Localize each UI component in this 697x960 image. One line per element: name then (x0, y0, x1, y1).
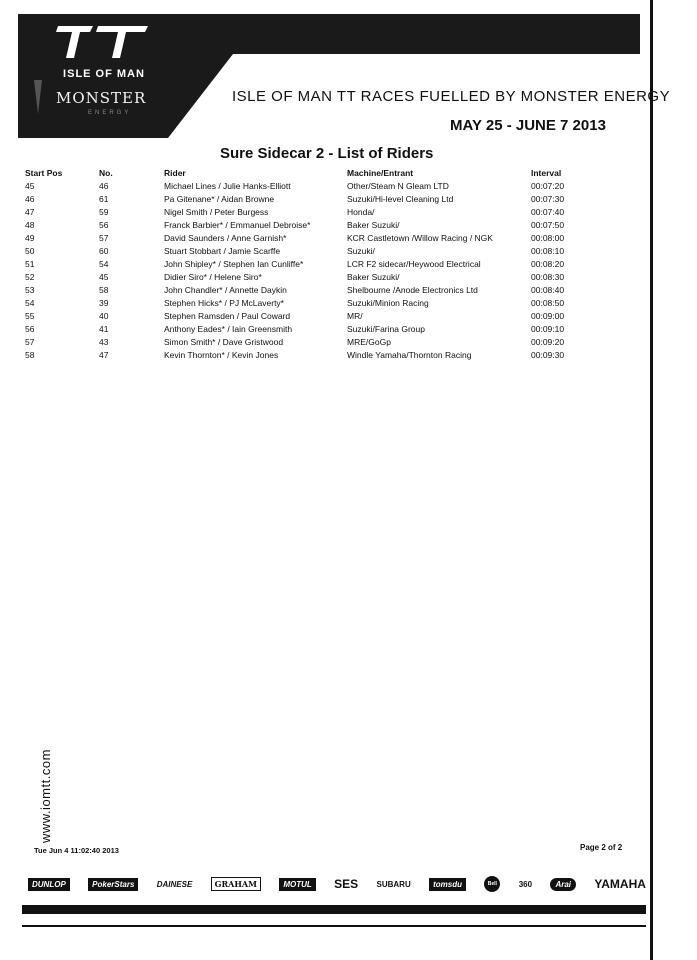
cell-start-pos: 55 (25, 310, 35, 321)
cell-no: 54 (99, 258, 109, 269)
cell-interval: 00:08:40 (531, 284, 565, 295)
cell-start-pos: 57 (25, 336, 35, 347)
col-rider: Rider (164, 168, 186, 178)
col-interval: Interval (531, 168, 562, 178)
cell-rider: Michael Lines / Julie Hanks-Elliott (164, 180, 291, 191)
table-row (22, 309, 611, 322)
cell-no: 60 (99, 245, 109, 256)
cell-interval: 00:08:00 (531, 232, 565, 243)
table-row (22, 244, 611, 257)
cell-no: 61 (99, 193, 109, 204)
cell-machine: Honda/ (347, 206, 375, 217)
list-title: Sure Sidecar 2 - List of Riders (220, 145, 434, 162)
event-title: ISLE OF MAN TT RACES FUELLED BY MONSTER ENERGY (232, 88, 671, 105)
cell-interval: 00:07:40 (531, 206, 565, 217)
logo-energy: ENERGY (88, 110, 132, 116)
cell-no: 56 (99, 219, 109, 230)
cell-rider: John Shipley* / Stephen Ian Cunliffe* (164, 258, 304, 269)
table-row (22, 335, 611, 348)
cell-rider: David Saunders / Anne Garnish* (164, 232, 287, 243)
sponsor-graham: GRAHAM (211, 877, 261, 891)
logo-monster: MONSTER (56, 89, 147, 107)
cell-machine: KCR Castletown /Willow Racing / NGK (347, 232, 493, 243)
cell-start-pos: 50 (25, 245, 35, 256)
table-row (22, 257, 611, 270)
cell-rider: Didier Siro* / Helene Siro* (164, 271, 262, 282)
cell-no: 43 (99, 336, 109, 347)
table-row (22, 348, 611, 361)
page-edge-line (650, 0, 653, 960)
cell-start-pos: 56 (25, 323, 35, 334)
cell-rider: John Chandler* / Annette Daykin (164, 284, 287, 295)
cell-start-pos: 48 (25, 219, 35, 230)
col-start-pos: Start Pos (25, 168, 63, 178)
cell-rider: Anthony Eades* / Iain Greensmith (164, 323, 293, 334)
cell-machine: LCR F2 sidecar/Heywood Electrical (347, 258, 481, 269)
cell-no: 57 (99, 232, 109, 243)
website-url: www.iomtt.com (38, 749, 53, 843)
cell-rider: Kevin Thornton* / Kevin Jones (164, 349, 279, 360)
tt-logo (18, 14, 233, 138)
sponsor-motul: MOTUL (279, 878, 315, 891)
sponsor-arai: Arai (550, 878, 576, 891)
table-header-row (22, 167, 611, 179)
cell-interval: 00:09:10 (531, 323, 565, 334)
table-row (22, 192, 611, 205)
cell-start-pos: 52 (25, 271, 35, 282)
sponsor-pokerstars: PokerStars (88, 878, 138, 891)
cell-machine: Suzuki/Minion Racing (347, 297, 429, 308)
print-timestamp: Tue Jun 4 11:02:40 2013 (34, 846, 119, 855)
cell-rider: Nigel Smith / Peter Burgess (164, 206, 269, 217)
logo-isle-of-man: ISLE OF MAN (63, 68, 145, 80)
cell-interval: 00:08:30 (531, 271, 565, 282)
footer-bar (22, 905, 646, 914)
cell-start-pos: 53 (25, 284, 35, 295)
footer-rule (22, 925, 646, 927)
cell-interval: 00:08:20 (531, 258, 565, 269)
cell-machine: Suzuki/ (347, 245, 375, 256)
cell-no: 58 (99, 284, 109, 295)
cell-start-pos: 51 (25, 258, 35, 269)
cell-no: 41 (99, 323, 109, 334)
table-row (22, 231, 611, 244)
cell-rider: Franck Barbier* / Emmanuel Debroise* (164, 219, 311, 230)
table-row (22, 283, 611, 296)
col-no: No. (99, 168, 113, 178)
table-row (22, 218, 611, 231)
sponsor-dainese: DAINESE (156, 879, 193, 889)
cell-start-pos: 46 (25, 193, 35, 204)
sponsor-subaru: SUBARU (376, 879, 411, 889)
cell-interval: 00:08:50 (531, 297, 565, 308)
cell-machine: Other/Steam N Gleam LTD (347, 180, 449, 191)
cell-machine: Shelbourne /Anode Electronics Ltd (347, 284, 478, 295)
cell-no: 40 (99, 310, 109, 321)
cell-start-pos: 58 (25, 349, 35, 360)
sponsor-ses: SES (334, 877, 359, 891)
cell-rider: Stephen Ramsden / Paul Coward (164, 310, 291, 321)
cell-interval: 00:09:20 (531, 336, 565, 347)
cell-interval: 00:08:10 (531, 245, 565, 256)
table-row (22, 322, 611, 335)
cell-rider: Stuart Stobbart / Jamie Scarffe (164, 245, 281, 256)
cell-no: 47 (99, 349, 109, 360)
table-row (22, 296, 611, 309)
cell-interval: 00:07:50 (531, 219, 565, 230)
cell-interval: 00:09:00 (531, 310, 565, 321)
cell-machine: Baker Suzuki/ (347, 219, 400, 230)
sponsor-bell: Bell (484, 876, 500, 892)
cell-start-pos: 54 (25, 297, 35, 308)
cell-machine: Windle Yamaha/Thornton Racing (347, 349, 472, 360)
cell-start-pos: 47 (25, 206, 35, 217)
sponsor-tomsdu: tomsdu (429, 878, 466, 891)
sponsor-yamaha: YAMAHA (594, 877, 646, 891)
table-row (22, 205, 611, 218)
sponsor-dunlop: DUNLOP (28, 878, 70, 891)
cell-interval: 00:09:30 (531, 349, 565, 360)
cell-interval: 00:07:20 (531, 180, 565, 191)
table-row (22, 179, 611, 192)
cell-machine: MRE/GoGp (347, 336, 391, 347)
page-number: Page 2 of 2 (580, 843, 623, 852)
table-row (22, 270, 611, 283)
cell-machine: Suzuki/Hi-level Cleaning Ltd (347, 193, 454, 204)
cell-rider: Stephen Hicks* / PJ McLaverty* (164, 297, 284, 308)
cell-machine: Baker Suzuki/ (347, 271, 400, 282)
cell-machine: MR/ (347, 310, 363, 321)
cell-start-pos: 49 (25, 232, 35, 243)
cell-rider: Pa Gitenane* / Aidan Browne (164, 193, 275, 204)
cell-no: 46 (99, 180, 109, 191)
cell-no: 45 (99, 271, 109, 282)
cell-no: 59 (99, 206, 109, 217)
sponsor-strip (28, 872, 646, 896)
cell-machine: Suzuki/Farina Group (347, 323, 425, 334)
riders-table (22, 167, 611, 361)
event-dates: MAY 25 - JUNE 7 2013 (450, 117, 606, 134)
col-machine: Machine/Entrant (347, 168, 414, 178)
sponsor-360: 360 (518, 879, 533, 889)
cell-no: 39 (99, 297, 109, 308)
cell-interval: 00:07:30 (531, 193, 565, 204)
cell-start-pos: 45 (25, 180, 35, 191)
cell-rider: Simon Smith* / Dave Gristwood (164, 336, 284, 347)
